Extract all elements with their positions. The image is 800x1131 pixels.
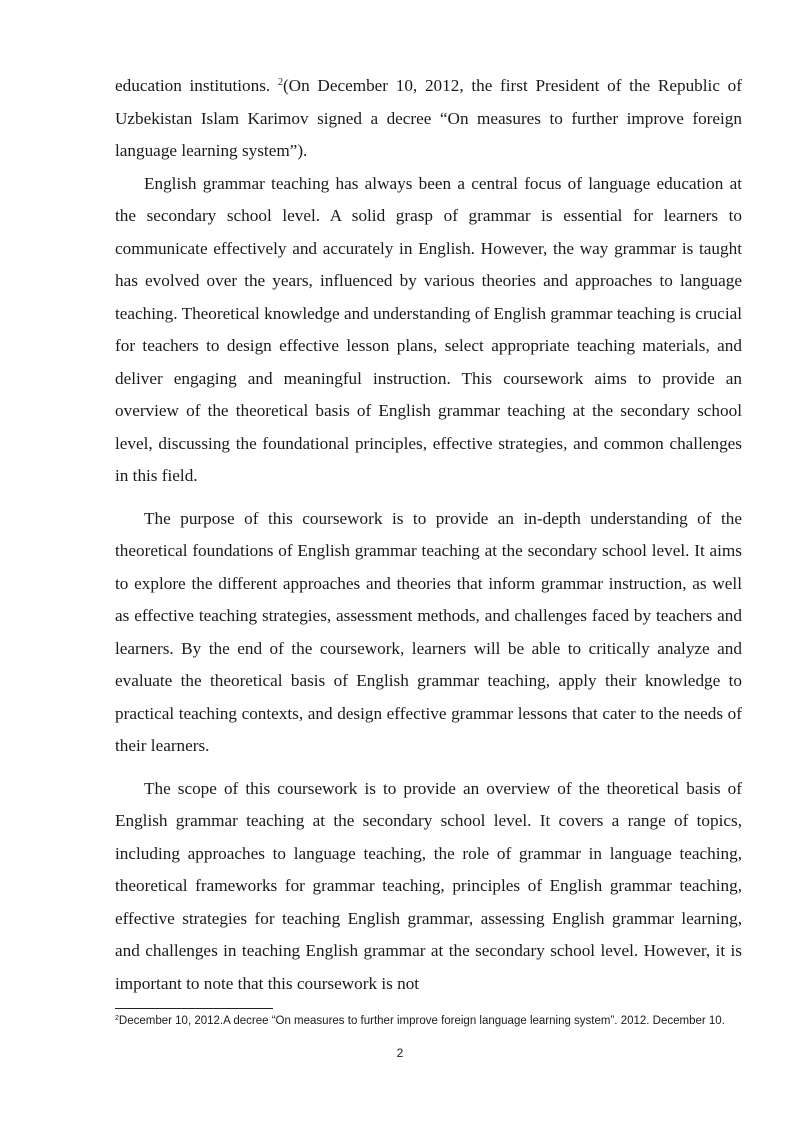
paragraph-introduction: English grammar teaching has always been a central focus of language education at the secondary school level. A solid grasp of grammar is essential for learners to communicate effectively and accurately in English. However, the way grammar is taught has evolved over the years, influenced by various theories and approaches to language teaching. Theoretical knowledge and understanding of English grammar teaching is crucial for teachers to design effective lesson plans, select appropriate teaching materials, and deliver engaging and meaningful instruction. This coursework aims to provide an overview of the theoretical basis of English grammar teaching at the secondary school level, discussing the foundational principles, effective strategies, and common challenges in this field. xyxy=(115,173,742,485)
opening-text: education institutions. xyxy=(115,76,278,95)
footnote-separator xyxy=(115,1008,273,1009)
page-number: 2 xyxy=(396,1046,404,1060)
body-text xyxy=(115,70,742,1000)
footnote-reference-marker: 2 xyxy=(277,77,283,88)
footnote-marker: 2 xyxy=(115,1015,119,1022)
opening-paragraph xyxy=(115,70,742,168)
footnote-text: December 10, 2012.A decree “On measures to further improve foreign language learning system”. 2012. December 10. xyxy=(118,1015,725,1027)
footnote xyxy=(115,1013,735,1029)
paragraph-scope: The scope of this coursework is to provide an overview of the theoretical basis of English grammar teaching at the secondary school level. It covers a range of topics, including approaches to language teaching, the role of grammar in language teaching, theoretical frameworks for grammar teaching, principles of English grammar teaching, effective strategies for teaching English grammar, assessing English grammar learning, and challenges in teaching English grammar at the secondary school level. However, it is important to note that this coursework is not xyxy=(115,778,742,993)
paragraph-purpose: The purpose of this coursework is to provide an in-depth understanding of the theoretical foundations of English grammar teaching at the secondary school level. It aims to explore the different approaches and theories that inform grammar instruction, as well as effective teaching strategies, assessment methods, and challenges faced by teachers and learners. By the end of the coursework, learners will be able to critically analyze and evaluate the theoretical basis of English grammar teaching, apply their knowledge to practical teaching contexts, and design effective grammar lessons that cater to the needs of their learners. xyxy=(115,508,742,755)
opening-text-rest: (On December 10, 2012, the first President of the Republic of Uzbekistan Islam Karimov signed a decree “On measures to further improve foreign language learning system”). xyxy=(115,76,742,160)
